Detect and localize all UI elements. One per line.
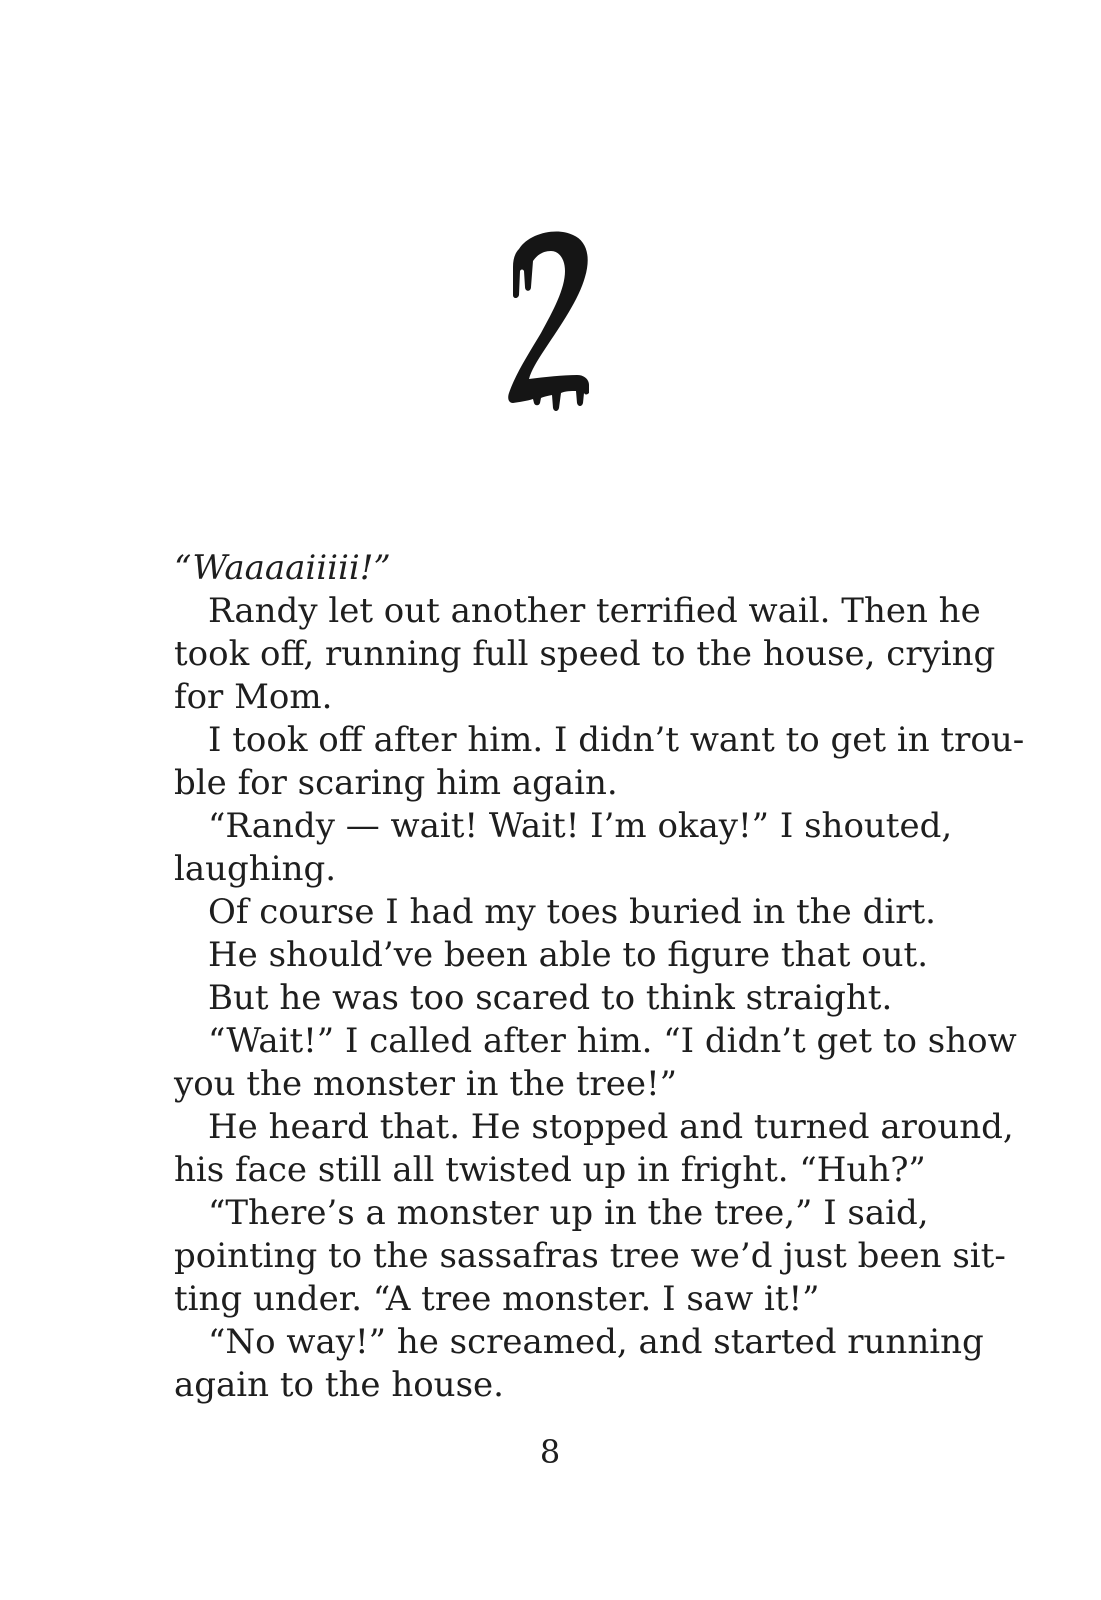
text-line: “There’s a monster up in the tree,” I said, [208, 1193, 929, 1233]
text-line: “Randy — wait! Wait! I’m okay!” I shouted, [208, 806, 953, 846]
text-line: ble for scaring him again. [174, 763, 618, 803]
text-line: for Mom. [174, 677, 333, 717]
text-line: you the monster in the tree!” [174, 1064, 678, 1104]
text-line: But he was too scared to think straight. [208, 978, 893, 1018]
text-line: He heard that. He stopped and turned around, [208, 1107, 1014, 1147]
text-line: ting under. “A tree monster. I saw it!” [174, 1279, 820, 1319]
text-line: again to the house. [174, 1365, 504, 1405]
text-line: Of course I had my toes buried in the dirt. [208, 892, 936, 932]
text-line: “Waaaaiiiii!” [174, 548, 391, 588]
text-line: Randy let out another terrified wail. Then he [208, 591, 981, 631]
text-line: took off, running full speed to the house, crying [174, 634, 996, 674]
page-number: 8 [539, 1433, 561, 1471]
text-line: his face still all twisted up in fright. “Huh?” [174, 1150, 926, 1190]
text-line: I took off after him. I didn’t want to get in trou- [208, 720, 1025, 760]
text-line: “Wait!” I called after him. “I didn’t get to show [208, 1021, 1017, 1061]
text-line: laughing. [174, 849, 337, 889]
text-line: pointing to the sassafras tree we’d just been sit- [174, 1236, 1006, 1276]
text-line: He should’ve been able to figure that out. [208, 935, 929, 975]
text-line: “No way!” he screamed, and started running [208, 1322, 984, 1362]
